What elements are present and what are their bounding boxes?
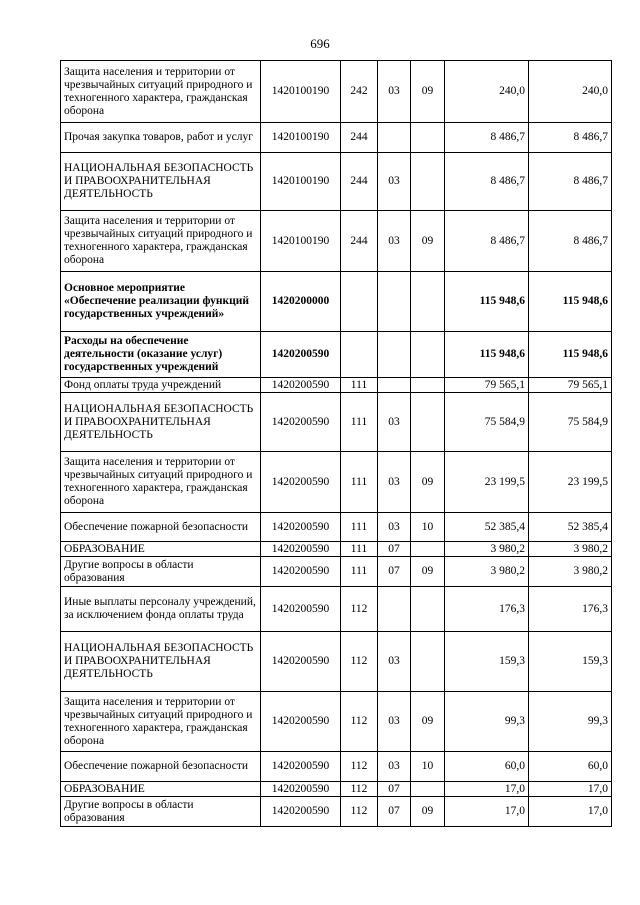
row-rz: 07 — [378, 542, 411, 557]
table-row — [61, 752, 612, 782]
row-code: 1420200590 — [261, 378, 341, 393]
row-amount-2: 3 980,2 — [529, 542, 612, 557]
row-amount-1: 115 948,6 — [445, 332, 529, 378]
row-name: Защита населения и территории от чрезвычайных ситуаций природного и техногенного характера, гражданская оборона — [61, 61, 261, 123]
table-row — [61, 632, 612, 692]
row-pr: 09 — [411, 692, 445, 752]
row-code: 1420100190 — [261, 211, 341, 272]
row-amount-2: 99,3 — [529, 692, 612, 752]
row-amount-1: 240,0 — [445, 61, 529, 123]
row-amount-1: 159,3 — [445, 632, 529, 692]
table-row — [61, 123, 612, 153]
row-amount-2: 176,3 — [529, 587, 612, 632]
row-amount-2: 23 199,5 — [529, 452, 612, 513]
row-amount-1: 8 486,7 — [445, 153, 529, 211]
row-code: 1420200590 — [261, 513, 341, 542]
row-pr — [411, 332, 445, 378]
row-vr: 111 — [341, 393, 378, 452]
row-code: 1420100190 — [261, 61, 341, 123]
row-vr: 112 — [341, 797, 378, 827]
row-amount-1: 115 948,6 — [445, 272, 529, 332]
row-amount-1: 8 486,7 — [445, 211, 529, 272]
row-vr — [341, 332, 378, 378]
table-row — [61, 513, 612, 542]
row-amount-1: 79 565,1 — [445, 378, 529, 393]
table-row — [61, 797, 612, 827]
row-rz: 03 — [378, 61, 411, 123]
row-amount-2: 75 584,9 — [529, 393, 612, 452]
row-vr: 111 — [341, 452, 378, 513]
row-vr: 111 — [341, 557, 378, 587]
row-pr — [411, 272, 445, 332]
row-rz: 03 — [378, 752, 411, 782]
row-code: 1420100190 — [261, 123, 341, 153]
row-rz: 03 — [378, 692, 411, 752]
row-amount-1: 99,3 — [445, 692, 529, 752]
row-rz: 03 — [378, 211, 411, 272]
budget-table — [60, 60, 612, 827]
row-pr — [411, 153, 445, 211]
row-name: Иные выплаты персоналу учреждений, за исключением фонда оплаты труда — [61, 587, 261, 632]
table-row — [61, 542, 612, 557]
row-code: 1420200590 — [261, 542, 341, 557]
row-name: Обеспечение пожарной безопасности — [61, 752, 261, 782]
row-name: Защита населения и территории от чрезвычайных ситуаций природного и техногенного характера, гражданская оборона — [61, 692, 261, 752]
row-pr: 10 — [411, 513, 445, 542]
row-vr: 111 — [341, 513, 378, 542]
row-code: 1420200590 — [261, 332, 341, 378]
row-amount-2: 3 980,2 — [529, 557, 612, 587]
row-name: Основное мероприятие «Обеспечение реализации функций государственных учреждений» — [61, 272, 261, 332]
row-amount-2: 159,3 — [529, 632, 612, 692]
row-amount-2: 17,0 — [529, 797, 612, 827]
table-row — [61, 272, 612, 332]
table-row — [61, 393, 612, 452]
row-rz: 07 — [378, 557, 411, 587]
row-name: Другие вопросы в области образования — [61, 557, 261, 587]
table-body — [61, 61, 612, 827]
row-amount-1: 75 584,9 — [445, 393, 529, 452]
row-amount-2: 8 486,7 — [529, 123, 612, 153]
page-number: 696 — [310, 36, 330, 51]
row-name: Защита населения и территории от чрезвычайных ситуаций природного и техногенного характера, гражданская оборона — [61, 452, 261, 513]
row-name: НАЦИОНАЛЬНАЯ БЕЗОПАСНОСТЬ И ПРАВООХРАНИТЕЛЬНАЯ ДЕЯТЕЛЬНОСТЬ — [61, 153, 261, 211]
row-pr — [411, 123, 445, 153]
row-pr — [411, 378, 445, 393]
table-row — [61, 782, 612, 797]
row-code: 1420200000 — [261, 272, 341, 332]
row-vr: 244 — [341, 123, 378, 153]
row-code: 1420200590 — [261, 782, 341, 797]
table-row — [61, 153, 612, 211]
row-code: 1420200590 — [261, 752, 341, 782]
row-pr: 09 — [411, 797, 445, 827]
row-name: Фонд оплаты труда учреждений — [61, 378, 261, 393]
row-vr: 112 — [341, 782, 378, 797]
row-code: 1420200590 — [261, 797, 341, 827]
table-row — [61, 332, 612, 378]
row-rz — [378, 378, 411, 393]
row-vr: 244 — [341, 211, 378, 272]
row-amount-1: 52 385,4 — [445, 513, 529, 542]
row-vr: 112 — [341, 587, 378, 632]
row-amount-2: 60,0 — [529, 752, 612, 782]
row-amount-1: 3 980,2 — [445, 557, 529, 587]
row-code: 1420100190 — [261, 153, 341, 211]
row-pr: 09 — [411, 557, 445, 587]
row-rz: 03 — [378, 513, 411, 542]
row-rz — [378, 587, 411, 632]
row-rz: 03 — [378, 153, 411, 211]
row-pr: 09 — [411, 211, 445, 272]
table-row — [61, 557, 612, 587]
table-row — [61, 452, 612, 513]
row-pr: 09 — [411, 452, 445, 513]
row-vr: 242 — [341, 61, 378, 123]
row-pr — [411, 542, 445, 557]
row-rz — [378, 272, 411, 332]
row-amount-1: 8 486,7 — [445, 123, 529, 153]
row-amount-2: 8 486,7 — [529, 153, 612, 211]
row-vr: 111 — [341, 542, 378, 557]
row-amount-1: 23 199,5 — [445, 452, 529, 513]
row-name: ОБРАЗОВАНИЕ — [61, 782, 261, 797]
row-amount-2: 240,0 — [529, 61, 612, 123]
row-rz — [378, 332, 411, 378]
row-name: Обеспечение пожарной безопасности — [61, 513, 261, 542]
row-vr: 111 — [341, 378, 378, 393]
row-pr: 09 — [411, 61, 445, 123]
row-pr: 10 — [411, 752, 445, 782]
row-amount-2: 79 565,1 — [529, 378, 612, 393]
row-name: Расходы на обеспечение деятельности (оказание услуг) государственных учреждений — [61, 332, 261, 378]
row-amount-1: 60,0 — [445, 752, 529, 782]
row-vr: 244 — [341, 153, 378, 211]
row-name: Другие вопросы в области образования — [61, 797, 261, 827]
row-name: Прочая закупка товаров, работ и услуг — [61, 123, 261, 153]
table-row — [61, 378, 612, 393]
row-amount-1: 17,0 — [445, 782, 529, 797]
row-vr: 112 — [341, 692, 378, 752]
row-code: 1420200590 — [261, 557, 341, 587]
row-name: ОБРАЗОВАНИЕ — [61, 542, 261, 557]
row-amount-1: 17,0 — [445, 797, 529, 827]
row-rz: 03 — [378, 393, 411, 452]
row-name: НАЦИОНАЛЬНАЯ БЕЗОПАСНОСТЬ И ПРАВООХРАНИТЕЛЬНАЯ ДЕЯТЕЛЬНОСТЬ — [61, 393, 261, 452]
row-amount-1: 3 980,2 — [445, 542, 529, 557]
row-rz: 07 — [378, 797, 411, 827]
row-amount-2: 8 486,7 — [529, 211, 612, 272]
row-rz: 07 — [378, 782, 411, 797]
row-vr: 112 — [341, 632, 378, 692]
row-pr — [411, 632, 445, 692]
row-code: 1420200590 — [261, 632, 341, 692]
row-pr — [411, 393, 445, 452]
table-row — [61, 61, 612, 123]
row-code: 1420200590 — [261, 587, 341, 632]
row-vr — [341, 272, 378, 332]
row-name: Защита населения и территории от чрезвычайных ситуаций природного и техногенного характера, гражданская оборона — [61, 211, 261, 272]
row-name: НАЦИОНАЛЬНАЯ БЕЗОПАСНОСТЬ И ПРАВООХРАНИТЕЛЬНАЯ ДЕЯТЕЛЬНОСТЬ — [61, 632, 261, 692]
row-amount-1: 176,3 — [445, 587, 529, 632]
table-row — [61, 692, 612, 752]
row-amount-2: 115 948,6 — [529, 332, 612, 378]
row-rz — [378, 123, 411, 153]
row-code: 1420200590 — [261, 452, 341, 513]
row-amount-2: 52 385,4 — [529, 513, 612, 542]
row-amount-2: 115 948,6 — [529, 272, 612, 332]
row-rz: 03 — [378, 452, 411, 513]
row-amount-2: 17,0 — [529, 782, 612, 797]
table-row — [61, 587, 612, 632]
row-pr — [411, 587, 445, 632]
row-code: 1420200590 — [261, 393, 341, 452]
row-code: 1420200590 — [261, 692, 341, 752]
row-vr: 112 — [341, 752, 378, 782]
row-pr — [411, 782, 445, 797]
table-row — [61, 211, 612, 272]
row-rz: 03 — [378, 632, 411, 692]
